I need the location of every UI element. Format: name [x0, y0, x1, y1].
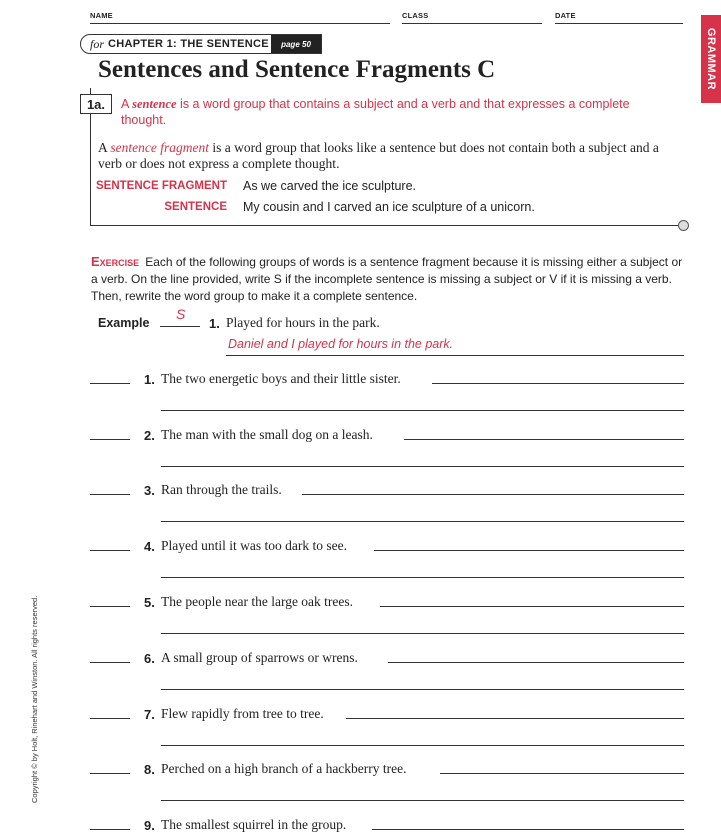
example-rewrite: Daniel and I played for hours in the park. — [228, 337, 454, 351]
chapter-for: for — [90, 36, 105, 51]
date-line[interactable] — [555, 23, 683, 24]
date-label: DATE — [555, 11, 576, 20]
example-text: Played for hours in the park. — [226, 315, 380, 330]
exercise-directions: Exercise Each of the following groups of words is a sentence fragment because it is missing either a subject or a verb. On the line provided, write S if the incomplete sentence is missing a subject or V if it is missing a verb. Then, rewrite the word group to make it a complete sentence. — [91, 254, 683, 303]
rewrite-line-2[interactable] — [161, 745, 684, 746]
rewrite-line[interactable] — [388, 662, 684, 663]
name-line[interactable] — [90, 23, 390, 24]
answer-line[interactable] — [90, 550, 130, 551]
item-number: 9. — [144, 818, 155, 833]
sentence-term: sentence — [132, 97, 177, 111]
answer-line[interactable] — [90, 718, 130, 719]
page-title: Sentences and Sentence Fragments C — [98, 56, 496, 83]
fragment-example-label: SENTENCE FRAGMENT — [96, 180, 227, 192]
item-text: The smallest squirrel in the group. — [161, 817, 347, 832]
copyright-notice: Copyright © by Holt, Rinehart and Winston. All rights reserved. — [30, 595, 39, 803]
rewrite-line-2[interactable] — [161, 521, 684, 522]
answer-line[interactable] — [90, 773, 130, 774]
item-text: A small group of sparrows or wrens. — [161, 650, 358, 665]
example-number: 1. — [209, 316, 220, 331]
item-text: The man with the small dog on a leash. — [161, 427, 373, 442]
chapter-page: page 50 — [271, 35, 321, 53]
rewrite-line[interactable] — [302, 494, 684, 495]
answer-line[interactable] — [90, 606, 130, 607]
rewrite-line-2[interactable] — [161, 800, 684, 801]
answer-line[interactable] — [90, 829, 130, 830]
answer-line[interactable] — [90, 439, 130, 440]
item-number: 1. — [144, 372, 155, 387]
rewrite-line[interactable] — [440, 773, 684, 774]
answer-line[interactable] — [90, 662, 130, 663]
item-text: The two energetic boys and their little sister. — [161, 371, 401, 386]
fragment-definition: A sentence fragment is a word group that looks like a sentence but does not contain both a subject and a verb or does not express a complete thought. — [98, 140, 659, 171]
item-number: 7. — [144, 707, 155, 722]
rewrite-line[interactable] — [404, 439, 684, 440]
item-number: 3. — [144, 483, 155, 498]
rule-box-bottom — [90, 225, 680, 226]
rewrite-line-2[interactable] — [161, 577, 684, 578]
name-label: NAME — [90, 11, 113, 20]
item-number: 2. — [144, 428, 155, 443]
rewrite-line[interactable] — [372, 829, 684, 830]
rewrite-line[interactable] — [346, 718, 684, 719]
fragment-example-text: As we carved the ice sculpture. — [243, 179, 416, 193]
item-text: Ran through the trails. — [161, 482, 282, 497]
rewrite-line[interactable] — [374, 550, 684, 551]
sentence-example-label: SENTENCE — [164, 201, 227, 213]
answer-line[interactable] — [90, 383, 130, 384]
item-text: Perched on a high branch of a hackberry tree. — [161, 761, 407, 776]
rewrite-line-2[interactable] — [161, 633, 684, 634]
item-text: Flew rapidly from tree to tree. — [161, 706, 324, 721]
exercise-heading: Exercise — [91, 254, 140, 269]
rule-number: 1a. — [80, 94, 112, 114]
item-number: 8. — [144, 762, 155, 777]
example-answer-line — [160, 326, 200, 327]
class-line[interactable] — [402, 23, 542, 24]
rewrite-line-2[interactable] — [161, 689, 684, 690]
example-rewrite-line — [226, 355, 684, 356]
rule-box-dot — [678, 220, 689, 231]
item-number: 4. — [144, 539, 155, 554]
class-label: CLASS — [402, 11, 429, 20]
item-number: 5. — [144, 595, 155, 610]
example-answer: S — [176, 306, 186, 322]
sentence-example-text: My cousin and I carved an ice sculpture of a unicorn. — [243, 200, 535, 214]
rewrite-line-2[interactable] — [161, 466, 684, 467]
chapter-title: CHAPTER 1: THE SENTENCE — [108, 38, 269, 50]
item-text: Played until it was too dark to see. — [161, 538, 347, 553]
rewrite-line[interactable] — [380, 606, 684, 607]
grammar-side-tab: GRAMMAR — [701, 15, 721, 103]
sentence-definition: A sentence is a word group that contains a subject and a verb and that expresses a complete thought. — [121, 97, 630, 127]
rewrite-line[interactable] — [432, 383, 684, 384]
answer-line[interactable] — [90, 494, 130, 495]
item-text: The people near the large oak trees. — [161, 594, 354, 609]
item-number: 6. — [144, 651, 155, 666]
rewrite-line-2[interactable] — [161, 410, 684, 411]
fragment-term: sentence fragment — [110, 140, 209, 155]
example-label: Example — [98, 316, 150, 330]
chapter-banner — [80, 34, 322, 54]
